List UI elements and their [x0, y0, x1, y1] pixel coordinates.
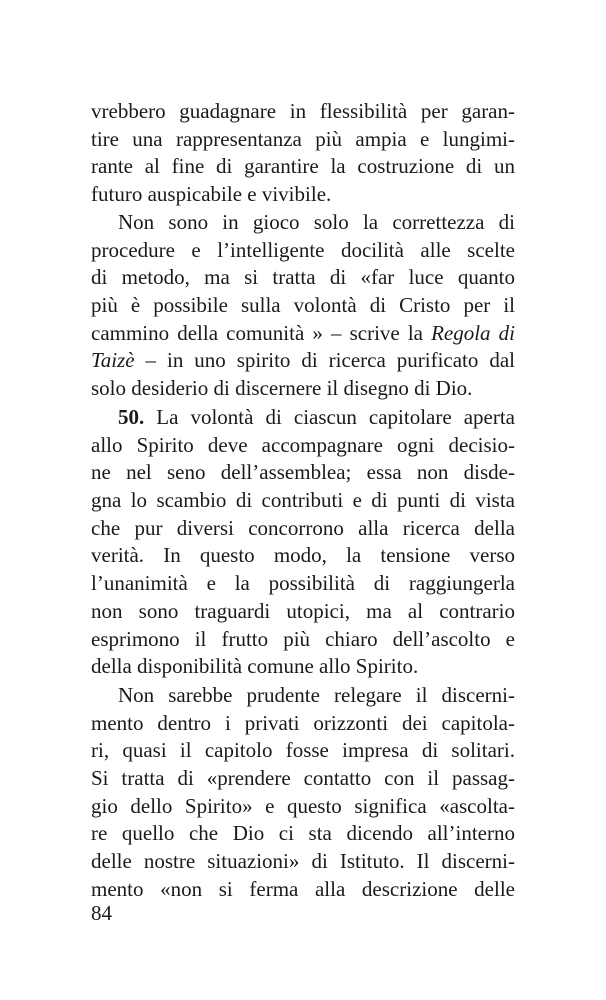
paragraph-continuation — [91, 98, 515, 209]
text-line — [91, 347, 515, 375]
text-line: mento dentro i privati orizzonti dei capitola- — [91, 710, 515, 735]
text-line: futuro auspicabile e vivibile. — [91, 182, 332, 207]
text-line: Si tratta di «prendere contatto con il passag- — [91, 766, 515, 791]
italic-title: Regola di — [431, 320, 515, 345]
text-line: più è possibile sulla volontà di Cristo per il — [91, 293, 515, 318]
text-line: delle nostre situazioni» di Istituto. Il discerni- — [91, 849, 515, 874]
text-line: che pur diversi concorrono alla ricerca della — [91, 515, 515, 540]
text-line: verità. In questo modo, la tensione verso — [91, 543, 515, 568]
text-line: della disponibilità comune allo Spirito. — [91, 654, 419, 679]
paragraph-regola — [91, 209, 515, 403]
text-line: allo Spirito deve accompagnare ogni decisio- — [91, 432, 515, 457]
text-line: mento «non si ferma alla descrizione delle — [91, 876, 515, 901]
text-line: gio dello Spirito» e questo significa «ascolta- — [91, 793, 515, 818]
text-line: esprimono il frutto più chiaro dell’ascolto e — [91, 626, 515, 651]
page-number: 84 — [91, 901, 112, 925]
text-line: gna lo scambio di contributi e di punti di vista — [91, 488, 515, 513]
text-line: ne nel seno dell’assemblea; essa non disde- — [91, 460, 515, 485]
text-line: Non sarebbe prudente relegare il discerni- — [118, 683, 515, 707]
section-50 — [91, 404, 515, 681]
text-line: procedure e l’intelligente docilità alle scelte — [91, 237, 515, 262]
text-line: di metodo, ma si tratta di «far luce quanto — [91, 265, 515, 290]
text-line: tire una rappresentanza più ampia e lungimi- — [91, 126, 515, 151]
text-fragment: cammino della comunità » – scrive la — [91, 320, 432, 345]
text-line: ri, quasi il capitolo fosse impresa di solitari. — [91, 738, 515, 763]
paragraph-discernimento — [91, 682, 515, 904]
text-line: solo desiderio di discernere il disegno di Dio. — [91, 376, 473, 401]
text-line: non sono traguardi utopici, ma al contrario — [91, 598, 515, 623]
text-line: re quello che Dio ci sta dicendo all’interno — [91, 821, 515, 846]
text-fragment: – in uno spirito di ricerca purificato dal — [134, 348, 515, 373]
text-line: Non sono in gioco solo la correttezza di — [118, 210, 515, 234]
text-fragment: La volontà di ciascun capitolare aperta — [144, 405, 515, 429]
section-number: 50. — [118, 405, 145, 429]
text-line: vrebbero guadagnare in flessibilità per garan- — [91, 99, 515, 123]
text-line: rante al fine di garantire la costruzione di un — [91, 154, 515, 179]
text-line: l’unanimità e la possibilità di raggiungerla — [91, 571, 515, 596]
text-line — [91, 320, 515, 348]
text-line — [91, 404, 515, 432]
italic-title: Taizè — [91, 348, 135, 373]
